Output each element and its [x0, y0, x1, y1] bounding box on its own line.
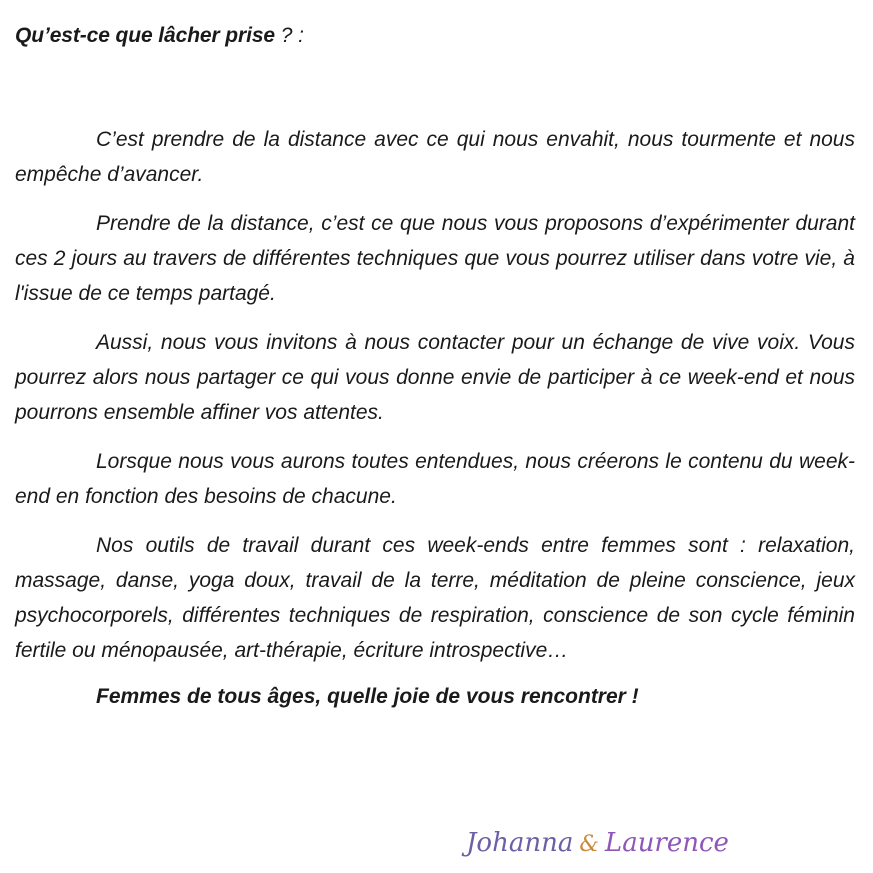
signature	[466, 826, 729, 862]
paragraph-contact: Aussi, nous vous invitons à nous contacter pour un échange de vive voix. Vous pourrez alors nous partager ce qui vous donne envie de participer à ce week-end et nous pourrons ensemble affiner vos attentes.	[15, 331, 855, 424]
paragraph-content: Lorsque nous vous aurons toutes entendues, nous créerons le contenu du week-end en fonction des besoins de chacune.	[15, 450, 855, 508]
paragraph-definition: C’est prendre de la distance avec ce qui nous envahit, nous tourmente et nous empêche d’avancer.	[15, 128, 855, 186]
signature-name-laurence: Laurence	[604, 828, 729, 858]
title-punctuation: ? :	[275, 24, 304, 47]
closing-line: Femmes de tous âges, quelle joie de vous rencontrer !	[96, 685, 639, 708]
page-title	[15, 22, 855, 50]
paragraph-tools: Nos outils de travail durant ces week-ends entre femmes sont : relaxation, massage, danse, yoga doux, travail de la terre, méditation de pleine conscience, jeux psychocorporels, différentes techniques de respiration, conscience de son cycle féminin fertile ou ménopausée, art-thérapie, écriture introspective…	[15, 534, 855, 662]
signature-name-johanna: Johanna	[466, 828, 574, 858]
title-question: Qu’est-ce que lâcher prise	[15, 24, 276, 47]
signature-ampersand: &	[579, 832, 599, 857]
paragraph-proposal: Prendre de la distance, c’est ce que nous vous proposons d’expérimenter durant ces 2 jours au travers de différentes techniques que vous pourrez utiliser dans votre vie, à l'issue de ce temps partagé.	[15, 212, 855, 305]
